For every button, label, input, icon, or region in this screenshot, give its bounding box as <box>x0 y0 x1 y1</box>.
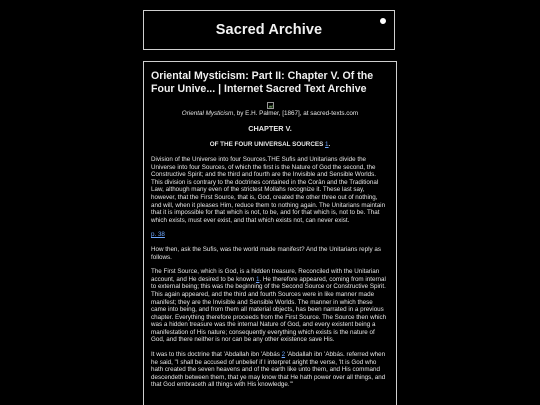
paragraph-doctrine-b: 'Abdallah ibn 'Abbás. referred when he said, "I shall be accused of unbelief if I interpret aright the verse, 'It is God who hath created the seven heavens and of the earth like unto them, and His command descendeth between them, that ye may know that He hath power over all things, and that God embraceth all things with His knowledge.'" <box>151 351 386 389</box>
paragraph-first-source-a: The First Source, which is God, is a hidden treasure, Reconciled with the Unitarian account, and He desired to be known <box>151 268 380 283</box>
chapter-footnote-link[interactable]: 1 <box>325 141 329 148</box>
paragraph-doctrine <box>151 351 389 389</box>
broken-image-icon <box>267 102 274 109</box>
paragraph-first-source <box>151 268 389 344</box>
book-attribution <box>151 110 389 118</box>
paragraph-first-source-b: . He therefore appeared, coming from internal to external being; this was the beginning of the Second Source or Constructive Spirit. This again appeared, and the third and fourth Sources were in like manner made manifest; they are the Invisible and Sensible Worlds. The manner in which these came into being, and from them all material objects, has been narrated in a previous chapter. Everything therefore proceeds from the First Source. The Source then which was a hidden treasure was the internal Nature of God, and every existent being a manifestation of His nature; consequently everything which exists is the nature of God, and there neither is nor can be any other existence save His. <box>151 275 387 344</box>
site-title[interactable]: Sacred Archive <box>215 22 323 38</box>
footnote-link-2[interactable]: 2 <box>281 351 286 359</box>
footnote-link-1[interactable]: 1 <box>255 275 260 283</box>
chapter-number: CHAPTER V. <box>248 124 292 133</box>
book-attribution-text: , by E.H. Palmer, [1867], at sacred-texts.com <box>233 110 359 117</box>
paragraph-doctrine-a: It was to this doctrine that 'Abdallah ibn 'Abbás <box>151 351 282 359</box>
page-ref-link[interactable]: p. 38 <box>151 231 165 239</box>
paragraph-manifest: How then, ask the Sufis, was the world made manifest? And the Unitarians reply as follows. <box>151 245 381 261</box>
page-ref <box>151 231 389 239</box>
menu-dot-icon[interactable] <box>380 18 386 24</box>
site-header <box>143 10 395 50</box>
page-title: Oriental Mysticism: Part II: Chapter V. Of the Four Unive... | Internet Sacred Text Archive <box>151 70 374 95</box>
chapter-title-text: OF THE FOUR UNIVERSAL SOURCES <box>209 141 324 148</box>
paragraph-division: Division of the Universe into four Sources.THE Sufis and Unitarians divide the Universe into four Sources, of which the first is the Nature of God the second, the Constructive Spirit; and the third and fourth are the Invisible and Sensible Worlds. This division is contrary to the doctrines contained in the Corân and the Traditional Law, although many even of the strictest Mollahs recognize it. These last say, however, that the First Source, that is, God, created the other three out of nothing, and will, when it pleases Him, reduce them to nothing again. The Unitarians maintain that it is impossible for that which is not, to be, and for that which is, not to be. That which exists, must ever exist, and that which exists not, can never exist. <box>151 156 386 224</box>
book-title: Oriental Mysticism <box>181 110 234 117</box>
article-container <box>143 61 397 405</box>
chapter-title: OF THE FOUR UNIVERSAL SOURCES 1. <box>209 141 331 148</box>
